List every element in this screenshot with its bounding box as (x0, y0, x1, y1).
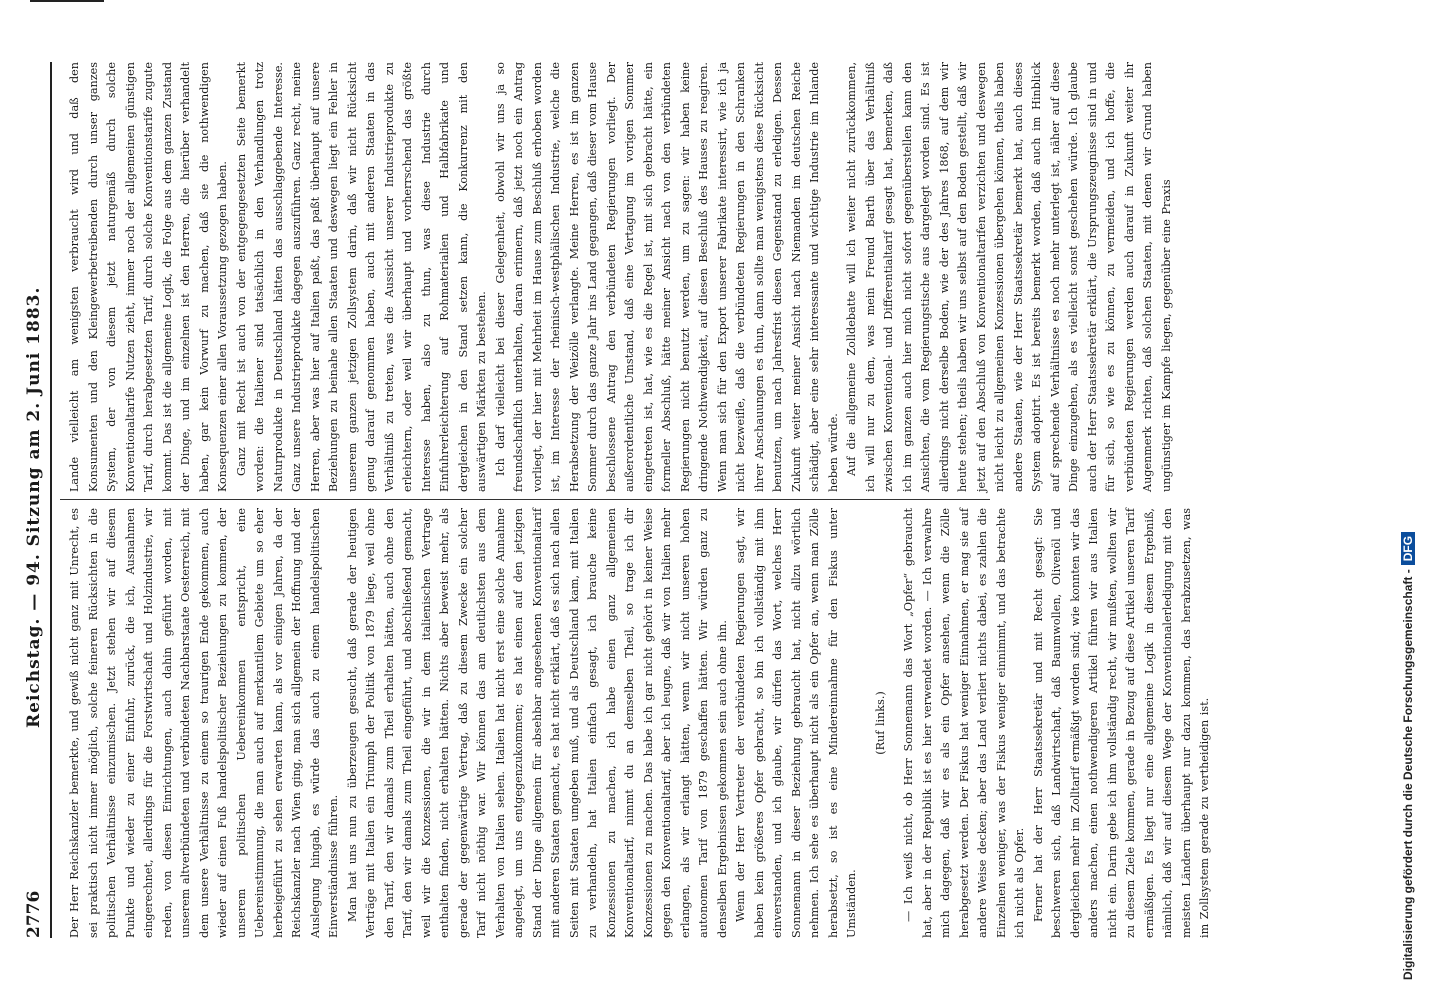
paragraph: Ich darf vielleicht bei dieser Gelegenheit, obwohl wir uns ja so freundschaftlich unterhalten, daran erinnern, daß jetzt noch ein Antrag vorliegt, der hier mit Mehrheit im Hause zum Beschluß erhoben worden ist, im Interesse der rheinisch-westphälischen Industrie, welche die Herabsetzung der Weizölle verlangte. Meine Herren, es ist im ganzen Sommer durch das ganze Jahr ins Land gegangen, daß dieser vom Hause beschlossene Antrag den verbündeten Regierungen vorliegt. Der außerordentliche Umstand, daß eine Vertagung im vorigen Sommer eingetreten ist, hat, wie es die Regel ist, mit sich gebracht hätte, ein formeller Abschluß, hätte meiner Ansicht nach von den verbündeten Regierungen nicht benutzt werden, um zu sagen: wir haben keine dringende Nothwendigkeit, auf diesen Beschluß des Hauses zu reagiren. Wenn man sich für den Export unserer Fabrikate interessirt, wie ich ja nicht bezweifle, daß die verbündeten Regierungen in den Schranken ihrer Anschauungen es thun, dann sollte man wenigstens diese Rücksicht benutzen, um nach Jahresfrist diesen Gegenstand zu erledigen. Dessen Zukunft weiter meiner Ansicht nach Niemanden im deutschen Reiche schädigt, aber eine sehr interessante und wichtige Industrie im Inlande heben würde. (493, 62, 840, 492)
paragraph: Wenn der Herr Vertreter der verbündeten Regierungen sagt, wir haben kein größeres Opfer gebracht, so bin ich vollständig mit ihm einverstanden, und ich glaube, wir dürfen das Wort, welches Herr Sonnemann in dieser Beziehung gebraucht hat, nicht allzu wörtlich nehmen. Ich sehe es überhaupt nicht als ein Opfer an, wenn man Zölle herabsetzt, so ist es eine Mindereinnahme für den Fiskus unter Umständen. (734, 508, 858, 938)
paragraph: Lande vielleicht am wenigsten verbraucht wird und daß den Konsumenten und den Kleingewerbetreibenden durch unser ganzes System, der von diesem jetzt naturgemäß durch solche Konventionaltarife Nutzen zieht, immer noch der allgemeinen günstigen Tarif, durch herabgesetzten Tarif, durch solche Konventionstarife zugute kommt. Das ist die allgemeine Logik, die Folge aus dem ganzen Zustand der Dinge, und im einzelnen ist den Herren, die hierüber verhandelt haben, gar kein Vorwurf zu machen, daß sie die nothwendigen Konsequenzen einer allen Voraussetzung gezogen haben. (68, 62, 229, 492)
text-column-left (66, 508, 1211, 938)
paragraph: Der Herr Reichskanzler bemerkte, und gewiß nicht ganz mit Unrecht, es sei praktisch nicht immer möglich, solche feineren Rücksichten in die politischen Verhältnisse einzumischen. Jetzt stehen wir auf diesem Punkte und wieder zu einer Einfuhr, zurück, die ich, Ausnahmen eingerechnet, allerdings für die Forstwirtschaft und Holzindustrie, wir reden, von diesen Einrichtungen, auch dahin geführt worden, mit unserem altverbündeten und verbündeten Nachbarstaate Oesterreich, mit dem unsere Verhältnisse zu einem so traurigen Ende gekommen, auch wieder auf einen Fuß handelspolitischer Beziehungen zu kommen, der unserem politischen Uebereinkommen entspricht, eine Uebereinstimmung, die man auch auf merkantilem Gebiete um so eher herbeigeführt zu sehen erwarten kann, als vor einigen Jahren, da der Reichskanzler nach Wien ging, man sich allgemein der Hoffnung und der Auslegung hingab, es würde das auch zu einem handelspolitischen Einverständnisse führen. (68, 508, 340, 938)
paragraph: Ferner hat der Herr Staatssekretär und mit Recht gesagt: Sie beschweren sich, daß Landwirtschaft, daß Baumwollen, Olivenöl und dergleichen mehr im Zolltarif ermäßigt worden sind; wie konnten wir das anders machen, einen nothwendigeren Artikel führen wir aus Italien nicht ein. Darin gebe ich ihm vollständig recht, wir mußten, wollten wir zu diesem Ziele kommen, gerade in Bezug auf diese Artikel unseren Tarif ermäßigen. Es liegt nur eine allgemeine Logik in diesem Ergebniß, nämlich, daß wir auf diesem Wege der Konventionalerledigung mit den meisten Ländern überhaupt nur dazu kommen, das herabzusetzen, was im Zollsystem gerade zu vertheidigen ist. (1031, 508, 1211, 938)
text-column-right (66, 62, 1173, 492)
interjection: (Ruf links.) (873, 691, 887, 755)
dfg-credit (1401, 0, 1423, 980)
digitization-sidebar (1395, 0, 1432, 1000)
paragraph: Auf die allgemeine Zolldebatte will ich weiter nicht zurückkommen, ich will nur zu dem, was mein Freund Barth über das Verhältniß zwischen Konventional- und Differentialtarif gesagt hat, bemerken, daß ich im ganzen auch hier mich nicht sofort gegenüberstellen kann den Ansichten, die vom Regierungstische aus dargelegt worden sind. Es ist allerdings nicht derselbe Boden, wie der des Jahres 1868, auf dem wir heute stehen; theils haben wir uns selbst auf den Boden gestellt, daß wir jetzt auf den Abschluß von Konventionaltarifen verzichten und deswegen nicht leicht zu allgemeinen Konzessionen übergehen können, theils haben andere Staaten, wie der Herr Staatssekretär bemerkt hat, auch dieses System adoptirt. Es ist bereits bemerkt worden, daß auch im Hinblick auf sprechende Verhältnisse es noch mehr unterlegt ist, näher auf diese Dinge einzugehen, als es vielleicht sonst geschehen würde. Ich glaube auch der Herr Staatssekretär erklärt, die Ursprungszeugnisse sind in und für sich, so wie es zu können, zu vermeiden, und ich hoffe, die verbündeten Regierungen werden auch darauf in Zukunft weiter ihr Augenmerk richten, daß solchen Staaten, mit denen wir Grund haben ungünstiger im Kampfe liegen, gegenüber eine Praxis (845, 62, 1173, 492)
paragraph: — Ich weiß nicht, ob Herr Sonnemann das Wort „Opfer“ gebraucht hat, aber in der Republik ist es hier verwendet worden. — Ich verwahre mich dagegen, daß wir es als ein Opfer ansehen, wenn die Zölle herabgesetzt werden. Der Fiskus hat weniger Einnahmen, er mag sie auf andere Weise decken; aber das Land verliert nichts dabei, es zahlen die Einzelnen weniger, was der Fiskus weniger einnimmt, und das betrachte ich nicht als Opfer. (902, 508, 1026, 938)
paragraph: Man hat uns nun zu überzeugen gesucht, daß gerade der heutigen Verträge mit Italien ein Triumph der Politik von 1879 liege, weil ohne den Tarif, den wir damals zum Theil erhalten hätten, auch ohne den Tarif, den wir damals zum Theil eingeführt, und abschließend gemacht, weil wir die Konzessionen, die wir in dem italienischen Vertrage enthalten finden, nicht erhalten hätten. Nichts aber beweist mehr, als gerade der gegenwärtige Vertrag, daß zu diesem Zwecke ein solcher Tarif nicht nöthig war. Wir können das am deutlichsten aus dem Verhalten von Italien sehen. Italien hat nicht erst eine solche Annahme angelegt, um uns entgegenzukommen; es hat einen auf den jetzigen Stand der Dinge allgemein für absehbar angesehenen Konventionaltarif mit anderen Staaten gemacht, es hat nicht erklärt, daß es sich nach allen Seiten mit Staaten umgeben muß, und als Deutschland kam, mit Italien zu verhandeln, hat Italien einfach gesagt, ich brauche keine Konzessionen zu machen, ich habe einen ganz allgemeinen Konventionaltarif, nimmt du an demselben Theil, so trage ich dir Konzessionen zu machen. Das habe ich gar nicht gehört in keiner Weise gegen den Konventionaltarif, aber ich leugne, daß wir von Italien mehr erlangen, als wir erlangt hätten, wenn wir nicht unseren hohen autonomen Tarif von 1879 geschaffen hätten. Wir würden ganz zu denselben Ergebnissen gekommen sein auch ohne ihn. (345, 508, 729, 938)
column-divider (60, 499, 990, 500)
page-number: 2776 (24, 890, 44, 938)
page-title: Reichstag. — 94. Sitzung am 2. Juni 1883. (24, 286, 44, 728)
header-rule (50, 62, 52, 938)
page-header (22, 62, 48, 938)
dfg-logo: DFG (1401, 532, 1415, 565)
paragraph: Ganz mit Recht ist auch von der entgegengesetzten Seite bemerkt worden: die Italiener sind tatsächlich in den Verhandlungen trotz Naturprodukte in Deutschland hätten das ausschlaggebende Interesse. Ganz unsere Industrieprodukte dagegen auszuführen. Ganz recht, meine Herren, aber was hier auf Italien paßt, das paßt überhaupt auf unsere Beziehungen zu beinahe allen Staaten und deswegen liegt ein Fehler in unserem ganzen jetzigen Zollsystem darin, daß wir nicht Rücksicht genug darauf genommen haben, auch mit anderen Staaten in das Verhältniß zu treten, was die Aussicht unserer Industrieprodukte zu erleichtern, oder weil wir überhaupt und vorherrschend das größte Interesse haben, also zu thun, was diese Industrie durch Einfuhrerleichterung auf Rohmaterialien und Halbfabrikate und dergleichen in den Stand setzen kann, die Konkurrenz mit den auswärtigen Märkten zu bestehen. (234, 62, 488, 492)
credit-text: Digitalisierung gefördert durch die Deutsche Forschungsgemeinschaft - (1401, 569, 1415, 980)
